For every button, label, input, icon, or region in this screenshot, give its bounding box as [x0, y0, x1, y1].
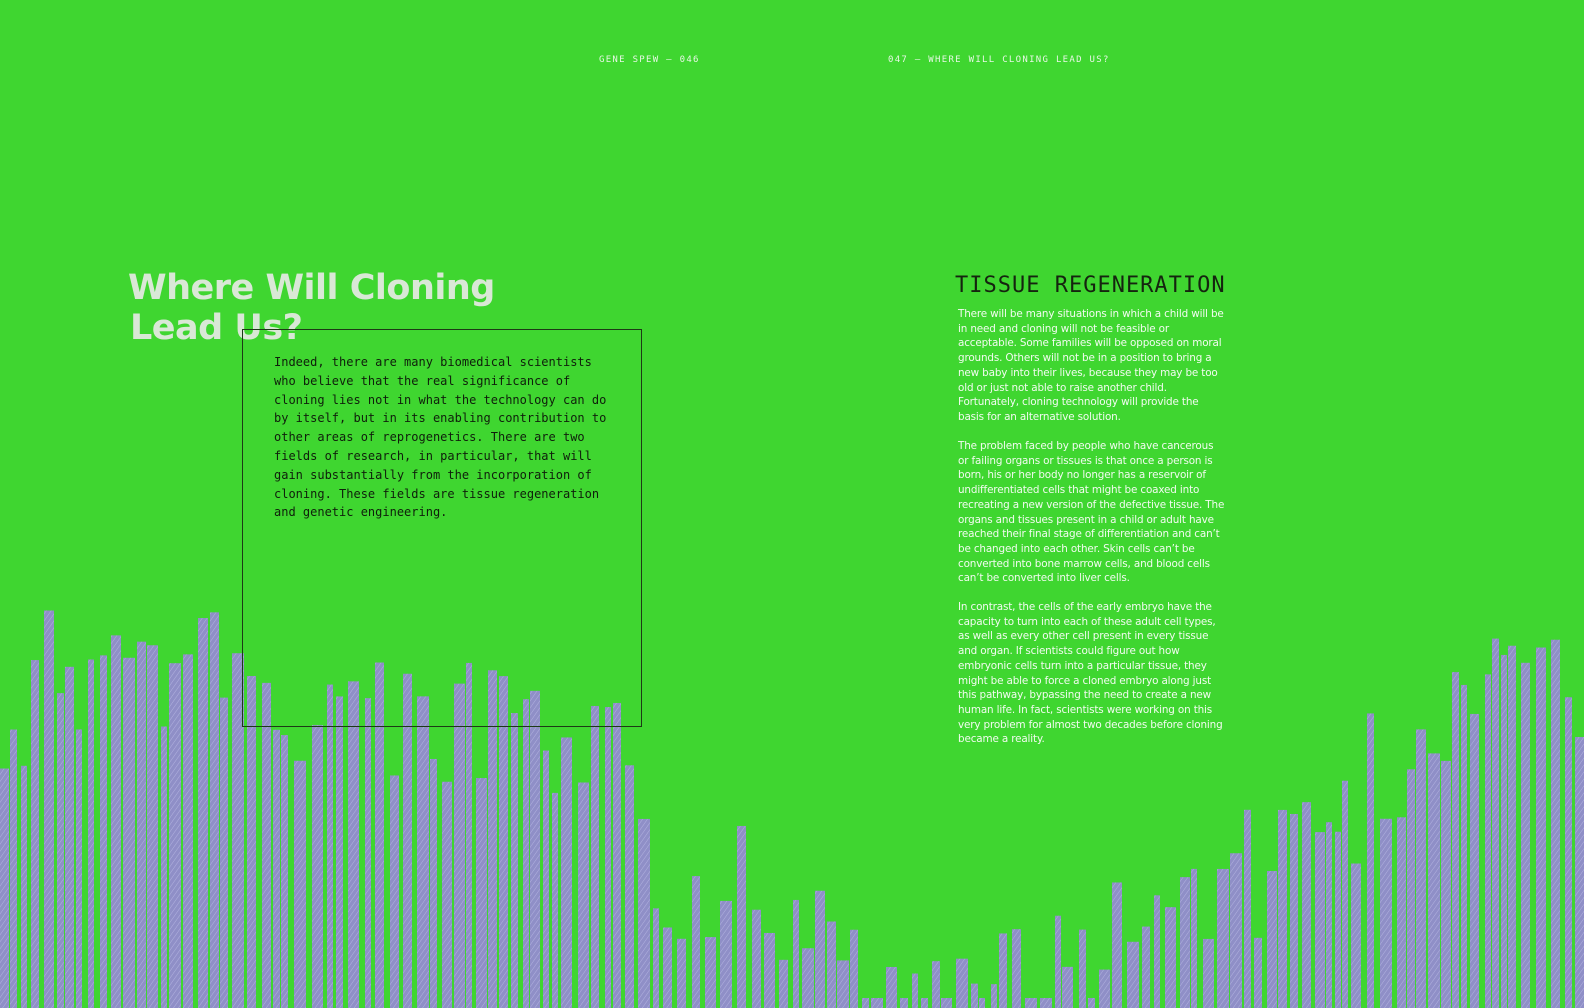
- decorative-bar: [578, 782, 589, 1008]
- decorative-bar: [1441, 761, 1451, 1008]
- decorative-bar: [862, 998, 869, 1008]
- decorative-bar: [1452, 672, 1459, 1008]
- decorative-bar: [1492, 639, 1499, 1008]
- decorative-bar: [123, 658, 135, 1008]
- decorative-bar: [1112, 882, 1122, 1008]
- decorative-bar: [941, 998, 952, 1008]
- decorative-bar: [653, 908, 659, 1008]
- decorative-bar: [365, 698, 371, 1008]
- decorative-bar: [1278, 810, 1287, 1008]
- decorative-bar: [169, 663, 181, 1008]
- decorative-bar: [837, 960, 849, 1008]
- decorative-bar: [1315, 832, 1325, 1008]
- running-head-left: GENE SPEW — 046: [599, 55, 700, 65]
- decorative-bar: [1551, 640, 1560, 1008]
- decorative-bar: [1142, 927, 1150, 1008]
- decorative-bar: [1254, 938, 1262, 1008]
- decorative-bar: [183, 654, 193, 1008]
- decorative-bar: [220, 698, 228, 1008]
- decorative-bar: [1040, 998, 1052, 1008]
- decorative-bar: [1055, 916, 1061, 1008]
- lead-paragraph: Indeed, there are many biomedical scientists who believe that the real significance of cloning lies not in what the technology can do by itself, but in its enabling contribution to other areas of reprogenetics. There are two fields of research, in particular, that will gain substantially from the incorporation of cloning. These fields are tissue regeneration and genetic engineering.: [274, 355, 607, 520]
- decorative-bar: [1062, 967, 1073, 1008]
- decorative-bar: [1244, 810, 1251, 1008]
- decorative-bar: [1191, 869, 1197, 1008]
- decorative-bar: [273, 730, 280, 1008]
- decorative-bar: [1326, 822, 1332, 1008]
- decorative-bar: [454, 684, 465, 1008]
- decorative-bar: [1290, 814, 1298, 1008]
- body-paragraph: There will be many situations in which a child will be in need and cloning will not be feasible or acceptable. Some families will be opposed on moral grounds. Others will not be in a position to bring a new baby into their lives, because they may be too old or just not able to raise another child. Fortunately, cloning technology will provide the basis for an alternative solution.: [958, 308, 1224, 423]
- decorative-bar: [312, 725, 323, 1008]
- decorative-bar: [900, 998, 908, 1008]
- body-paragraph: The problem faced by people who have cancerous or failing organs or tissues is that once a person is born, his or her body no longer has a reservoir of undifferentiated cells that might be coaxed into recreating a new version of the defective tissue. The organs and tissues present in a child or adult have reached their final stage of differentiation and can’t be changed into each other. Skin cells can’t be converted into bone marrow cells, and blood cells can’t be converted into liver cells.: [958, 440, 1225, 585]
- decorative-bar: [147, 645, 158, 1008]
- decorative-bar: [1267, 871, 1277, 1008]
- decorative-bar: [692, 876, 700, 1008]
- title-line-2: Lead Us?: [130, 308, 303, 348]
- decorative-bar: [827, 922, 836, 1008]
- decorative-bar: [971, 984, 978, 1008]
- decorative-bar: [1025, 998, 1037, 1008]
- running-head-right: 047 — WHERE WILL CLONING LEAD US?: [888, 55, 1110, 65]
- decorative-bar: [1501, 655, 1507, 1008]
- decorative-bar: [999, 933, 1007, 1008]
- decorative-bar: [21, 766, 27, 1008]
- decorative-bar: [137, 642, 146, 1008]
- decorative-bar: [262, 683, 271, 1008]
- decorative-bar: [1565, 697, 1572, 1008]
- decorative-bar: [1397, 817, 1406, 1008]
- decorative-bar: [793, 900, 799, 1008]
- decorative-bar: [476, 778, 487, 1008]
- decorative-bar: [1230, 853, 1242, 1008]
- decorative-bar: [1012, 929, 1021, 1008]
- decorative-bar: [850, 930, 858, 1008]
- decorative-bar: [210, 612, 219, 1008]
- decorative-bar: [1335, 832, 1341, 1008]
- title-line-1: Where Will Cloning: [128, 268, 495, 308]
- decorative-bar: [1428, 753, 1440, 1008]
- decorative-bar: [161, 726, 167, 1008]
- decorative-bar: [752, 910, 761, 1008]
- decorative-bar: [336, 696, 343, 1008]
- decorative-bar: [1575, 737, 1584, 1008]
- decorative-bar: [1351, 864, 1361, 1008]
- decorative-bar: [511, 713, 518, 1008]
- decorative-bar: [932, 961, 940, 1008]
- decorative-bar: [764, 933, 775, 1008]
- decorative-bar: [10, 730, 17, 1008]
- decorative-bar: [0, 769, 9, 1008]
- decorative-bar: [1165, 907, 1176, 1008]
- decorative-bar: [1099, 970, 1110, 1008]
- decorative-bar: [1088, 998, 1095, 1008]
- decorative-bar: [417, 696, 429, 1008]
- decorative-bar: [1416, 729, 1426, 1008]
- decorative-bar: [552, 793, 558, 1008]
- decorative-bar: [44, 610, 54, 1008]
- decorative-bar: [523, 699, 529, 1008]
- decorative-bar: [779, 960, 788, 1008]
- decorative-bar: [1127, 942, 1139, 1008]
- decorative-bar: [1485, 674, 1491, 1008]
- decorative-bar: [1508, 646, 1516, 1008]
- decorative-bar: [561, 737, 572, 1008]
- decorative-bar: [625, 765, 634, 1008]
- decorative-bar: [720, 901, 732, 1008]
- decorative-bar: [111, 635, 121, 1008]
- decorative-bar: [613, 703, 621, 1008]
- decorative-bar: [65, 667, 74, 1008]
- decorative-bar: [543, 751, 549, 1008]
- decorative-bar: [1521, 663, 1530, 1008]
- decorative-bar: [677, 939, 686, 1008]
- decorative-bar: [327, 685, 333, 1008]
- decorative-bar: [530, 691, 540, 1008]
- decorative-bar: [76, 729, 82, 1008]
- decorative-bar: [1154, 895, 1160, 1008]
- decorative-bar: [1217, 869, 1229, 1008]
- decorative-bar: [886, 967, 897, 1008]
- decorative-bar: [912, 974, 918, 1008]
- section-heading: TISSUE REGENERATION: [955, 273, 1226, 298]
- decorative-bar: [921, 998, 928, 1008]
- decorative-bar: [1470, 714, 1479, 1008]
- decorative-bar: [390, 775, 399, 1008]
- decorative-bar: [348, 681, 359, 1008]
- decorative-bar: [871, 998, 883, 1008]
- decorative-bar: [1407, 769, 1415, 1008]
- decorative-bar: [815, 891, 825, 1008]
- decorative-bar: [705, 937, 716, 1008]
- decorative-bar: [1342, 781, 1348, 1008]
- decorative-bar: [1180, 877, 1190, 1008]
- decorative-bar: [57, 693, 64, 1008]
- decorative-bar: [605, 707, 611, 1008]
- decorative-bar: [100, 655, 107, 1008]
- decorative-bar: [88, 660, 94, 1008]
- decorative-bar: [979, 998, 985, 1008]
- decorative-bar: [1380, 819, 1392, 1008]
- decorative-bar: [1461, 685, 1467, 1008]
- decorative-bar: [198, 618, 208, 1008]
- decorative-bar: [663, 927, 672, 1008]
- decorative-bar: [1367, 713, 1374, 1008]
- decorative-bar: [737, 826, 746, 1008]
- decorative-bar: [294, 761, 306, 1008]
- decorative-bar: [1079, 930, 1086, 1008]
- decorative-bar: [638, 819, 650, 1008]
- decorative-bar: [802, 948, 814, 1008]
- decorative-bar: [1536, 648, 1546, 1008]
- body-paragraph: In contrast, the cells of the early embryo have the capacity to turn into each of these adult cell types, as well as every other cell present in every tissue and organ. If scientists could figure out how embryonic cells turn into a particular tissue, they might be able to force a cloned embryo along just this pathway, bypassing the need to create a new human life. In fact, scientists were working on this very problem for almost two decades before cloning became a reality.: [958, 601, 1223, 746]
- decorative-bar: [591, 706, 599, 1008]
- decorative-bar: [31, 660, 39, 1008]
- decorative-bar: [281, 735, 288, 1008]
- decorative-bar: [956, 959, 968, 1008]
- decorative-bar: [430, 759, 437, 1008]
- decorative-bar: [991, 984, 997, 1008]
- decorative-bar: [1203, 939, 1214, 1008]
- decorative-bar: [442, 782, 452, 1008]
- decorative-bar: [1302, 802, 1311, 1008]
